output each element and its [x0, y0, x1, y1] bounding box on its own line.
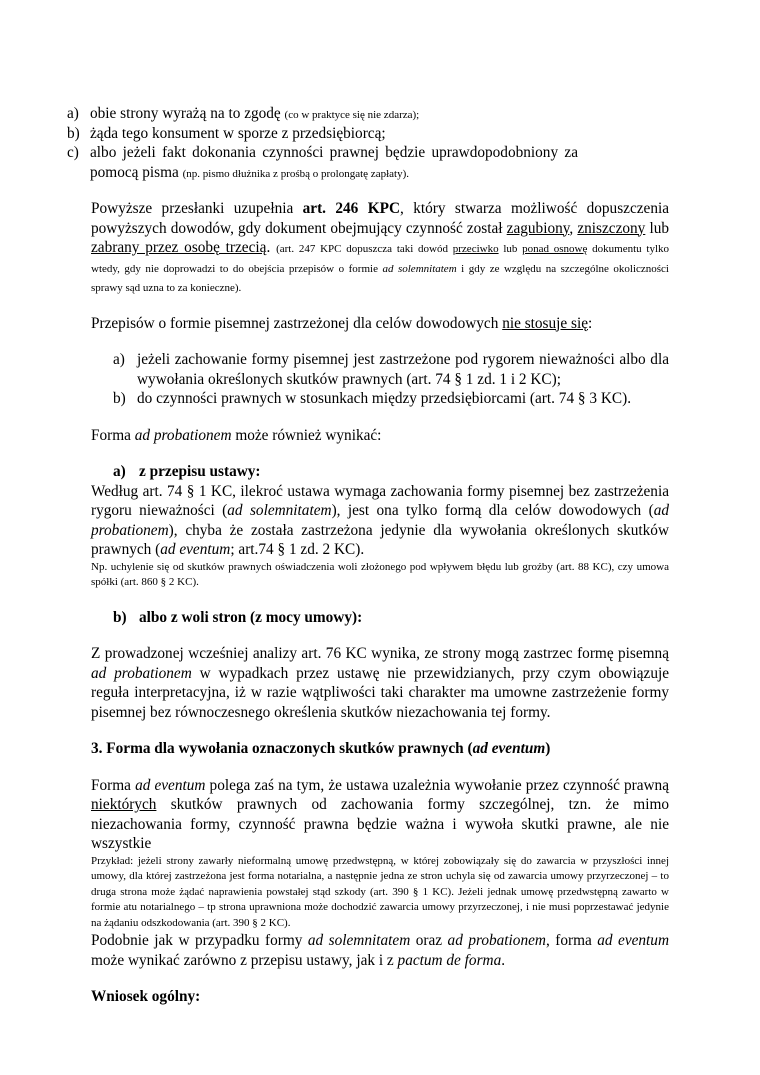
list-item-text: obie strony wyrażą na to zgodę — [90, 105, 281, 122]
list-item-label: c) — [67, 144, 79, 161]
list-item — [0, 104, 669, 124]
note-przyklad: Przykład: jeżeli strony zawarły nieformalną umowę przedwstępną, w której zobowiązały się do zawarcia w przyszłości innej umowy, dla której zastrzeżona jest forma notarialna, a następnie jedna ze stron uchyla się od zawarcia umowy przyrzeczonej – to druga strona może żądać naprawienia powstałej stąd szkody (art. 390 § 1 KC). Jeżeli jednak umowę przedwstępną zawarto w formie atu notarialnego – tp strona uprawniona może dochodzić zawarcia umowy przyrzeczonej, i nie musi poprzestawać jedynie na żądaniu odszkodowania (art. 390 § 2 KC). — [91, 854, 669, 929]
list-item-note: (np. pismo dłużnika z prośbą o prolongatę zapłaty). — [182, 167, 409, 180]
list-item-label: a) — [113, 351, 125, 368]
list-item-label: b) — [113, 390, 126, 407]
paragraph-art76: Z prowadzonej wcześniej analizy art. 76 KC wynika, ze strony mogą zastrzec formę pisemną ad probationem w wypadkach przez ustawę nie przewidzianych, przy czym obowiązuje reguła interpretacyjna, iż w razie wątpliwości taki charakter ma umowne zastrzeżenie formy pisemnej bez równoczesnego określenia skutków niezachowania tej formy. — [91, 645, 670, 721]
paragraph-art74: Według art. 74 § 1 KC, ilekroć ustawa wymaga zachowania formy pisemnej bez zastrzeżenia rygoru nieważności (ad solemnitatem), jest ona tylko formą dla celów dowodowych (ad probationem), chyba że została zastrzeżona jedynie dla wywołania określonych skutków prawnych (ad eventum; art.74 § 1 zd. 2 KC). — [91, 482, 669, 558]
document-page — [67, 104, 670, 1007]
list-item-note: (co w praktyce się nie zdarza); — [284, 109, 420, 121]
section-heading: 3. Forma dla wywołania oznaczonych skutków prawnych (ad eventum) — [91, 740, 551, 757]
list-item-text: albo jeżeli fakt dokonania czynności prawnej będzie uprawdopodobniony za pomocą pisma — [90, 144, 578, 181]
subheading-b: b) albo z woli stron (z mocy umowy): — [113, 608, 363, 626]
paragraph-ad-eventum: Forma ad eventum polega zaś na tym, że ustawa uzależnia wywołanie przez czynność prawną niektórych skutków prawnych od zachowania formy szczególnej, tzn. że mimo niezachowania formy, czynność prawna będzie ważna i wywoła skutki prawne, ale nie wszystkie — [91, 776, 669, 852]
list-item-text: do czynności prawnych w stosunkach między przedsiębiorcami (art. 74 § 3 KC). — [137, 390, 632, 407]
list-item — [0, 124, 669, 144]
list-item-label: a) — [67, 105, 79, 122]
list-item — [91, 350, 669, 389]
list-exclusions — [91, 350, 669, 409]
note-example: Np. uchylenie się od skutków prawnych oświadczenia woli złożonego pod wpływem błędu lub groźby (art. 88 KC), czy umowa spółki (art. 860 § 2 KC). — [91, 560, 669, 588]
list-item — [91, 389, 669, 409]
conclusion-heading: Wniosek ogólny: — [91, 988, 201, 1005]
paragraph-may-result: Forma ad probationem może również wynikać: — [91, 426, 382, 444]
list-conditions — [0, 104, 669, 182]
list-item-text: jeżeli zachowanie formy pisemnej jest zastrzeżone pod rygorem nieważności albo dla wywołania określonych skutków prawnych (art. 74 § 1 zd. 1 i 2 KC); — [137, 351, 669, 388]
paragraph-similarly: Podobnie jak w przypadku formy ad solemnitatem oraz ad probationem, forma ad eventum może wynikać zarówno z przepisu ustawy, jak i z pactum de forma. — [91, 932, 670, 969]
paragraph-art246: Powyższe przesłanki uzupełnia art. 246 KPC, który stwarza możliwość dopuszczenia powyższych dowodów, gdy dokument obejmujący czynność został zagubiony, zniszczony lub zabrany przez osobę trzecią. (art. 247 KPC dopuszcza taki dowód przeciwko lub ponad osnowę dokumentu tylko wtedy, gdy nie doprowadzi to do obejścia przepisów o formie ad solemnitatem i gdy ze względu na szczególne okoliczności sprawy sąd uzna to za konieczne). — [91, 200, 670, 294]
list-item-label: b) — [67, 124, 80, 142]
paragraph-exclusions: Przepisów o formie pisemnej zastrzeżonej dla celów dowodowych nie stosuje się: — [91, 314, 593, 332]
list-item-text: żąda tego konsument w sporze z przedsiębiorcą; — [90, 124, 386, 142]
subheading-a: a) z przepisu ustawy: — [113, 463, 261, 480]
list-item — [0, 143, 760, 182]
